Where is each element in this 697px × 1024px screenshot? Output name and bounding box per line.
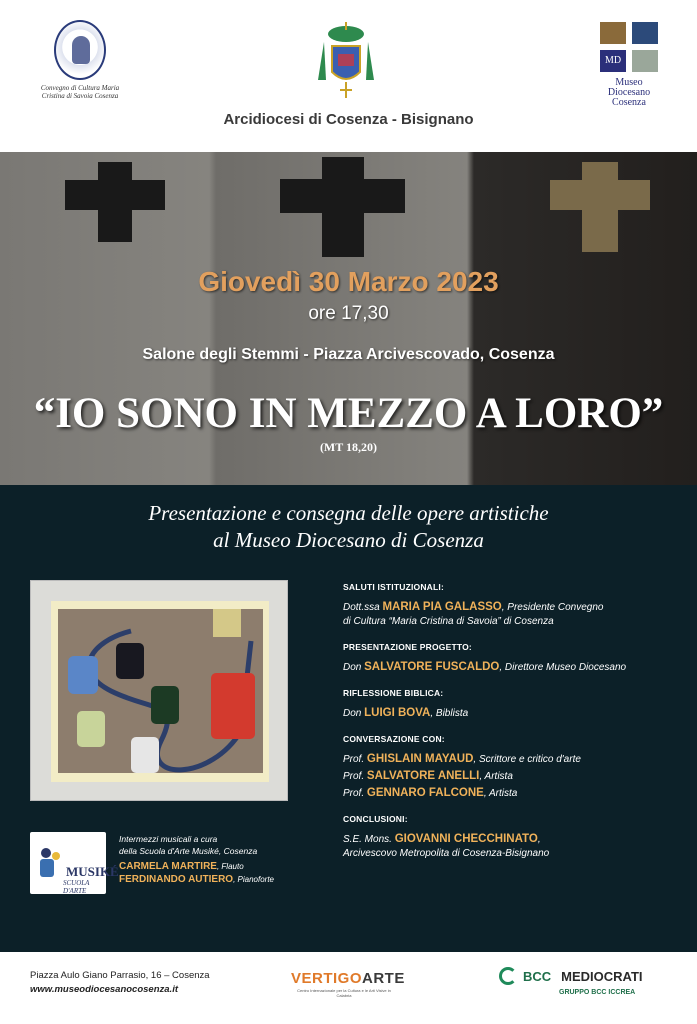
speaker-line: [343, 600, 683, 629]
vertigoarte-tagline: Centro Internazionale per la Cultura e le Arti Visive in Calabria: [297, 988, 391, 998]
speaker-line: [343, 832, 683, 861]
speaker-role: , Artista: [479, 771, 513, 782]
program-list: [343, 582, 683, 874]
speaker-role: , Biblista: [430, 708, 469, 719]
section-heading: SALUTI ISTITUZIONALI:: [343, 582, 444, 592]
arte-word: ARTE: [362, 970, 405, 987]
performer-1-name: CARMELA MARTIRE: [119, 861, 217, 872]
art-tile-icon: [632, 22, 658, 44]
intermezzi-line-1: Intermezzi musicali a cura: [119, 834, 218, 844]
musike-subtitle: SCUOLA D'ARTE: [63, 879, 90, 895]
artwork-shapes: [31, 581, 289, 802]
diocese-name: Arcidiocesi di Cosenza - Bisignano: [223, 111, 474, 128]
bcc-icon: [499, 967, 517, 985]
vertigoarte-logo: [291, 970, 405, 998]
event-venue: Salone degli Stemmi - Piazza Arcivescovado, Cosenza: [142, 346, 555, 363]
speaker-title: Prof.: [343, 754, 367, 765]
cross-icon: [65, 162, 165, 242]
museum-name-1: Museo: [615, 77, 643, 88]
speaker-line: [343, 769, 683, 784]
speaker-role: , Presidente Convegno: [501, 602, 604, 613]
speaker-line: [343, 660, 683, 675]
speaker-role: , Artista: [483, 788, 518, 799]
event-title: “IO SONO IN MEZZO A LORO”: [33, 390, 664, 437]
program-section-greetings: [343, 582, 683, 629]
speaker-line: [343, 752, 683, 767]
section-heading: CONCLUSIONI:: [343, 814, 408, 824]
speaker-name: GIOVANNI CHECCHINATO: [394, 833, 538, 845]
museum-name-2: Diocesano: [607, 87, 651, 98]
speaker-role: ,: [537, 834, 541, 845]
music-intermezzi: [119, 833, 319, 886]
speaker-name: MARIA PIA GALASSO: [382, 601, 502, 613]
museum-name-3: Cosenza: [612, 97, 646, 108]
bcc-label: BCC: [523, 968, 552, 984]
cross-icon: [550, 162, 650, 252]
speaker-role: , Scrittore e critico d'arte: [473, 754, 581, 765]
convegno-caption: Convegno di Cultura Maria Cristina di Savoia Cosenza: [40, 84, 120, 101]
header: [0, 0, 697, 152]
intermezzi-line-2: della Scuola d'Arte Musiké, Cosenza: [119, 846, 258, 856]
intro-line-1: Presentazione e consegna delle opere artistiche: [148, 501, 549, 525]
program-section-biblical: [343, 688, 683, 721]
musike-title: MUSIKÉ: [66, 864, 119, 879]
speaker-name: GHISLAIN MAYAUD: [366, 753, 474, 765]
speaker-role-cont: di Cultura “Maria Cristina di Savoia” di Cosenza: [343, 616, 554, 627]
speaker-title: Don: [343, 662, 365, 673]
cross-icon: [280, 157, 405, 257]
performer-1: [119, 860, 319, 873]
museum-address: Piazza Aulo Giano Parrasio, 16 – Cosenza: [30, 970, 210, 981]
speaker-line: [343, 786, 683, 801]
speaker-name: GENNARO FALCONE: [366, 787, 484, 799]
bible-reference: (MT 18,20): [319, 440, 378, 454]
seal-icon: [54, 20, 106, 80]
archdiocese-crest-icon: [316, 20, 376, 102]
museo-diocesano-logo: [598, 22, 660, 108]
speaker-name: SALVATORE FUSCALDO: [364, 661, 500, 673]
performer-1-role: , Flauto: [216, 862, 244, 871]
speaker-title: Prof.: [343, 788, 367, 799]
museum-website-link[interactable]: www.museodiocesanocosenza.it: [30, 984, 178, 995]
program-section-conversation: [343, 734, 683, 801]
section-heading: RIFLESSIONE BIBLICA:: [343, 688, 444, 698]
event-time: ore 17,30: [308, 303, 389, 324]
bcc-group-label: GRUPPO BCC ICCREA: [559, 989, 636, 996]
performer-2: [119, 873, 319, 886]
museum-name: [598, 78, 660, 108]
art-tile-icon: [632, 50, 658, 72]
section-heading: PRESENTAZIONE PROGETTO:: [343, 642, 472, 652]
artwork-image: [30, 580, 288, 801]
footer-contact: [30, 969, 210, 997]
musike-figure-icon: [36, 846, 64, 880]
program-section-conclusions: [343, 814, 683, 861]
performer-2-role: , Pianoforte: [233, 875, 274, 884]
speaker-title: S.E. Mons.: [343, 834, 395, 845]
speaker-title: Don: [343, 708, 365, 719]
program-section-project: [343, 642, 683, 675]
speaker-name: SALVATORE ANELLI: [366, 770, 480, 782]
mediocrati-label: MEDIOCRATI: [561, 968, 643, 984]
speaker-role-cont: Arcivescovo Metropolita di Cosenza-Bisignano: [343, 848, 550, 859]
md-initials: MD: [600, 50, 626, 72]
speaker-title: Dott.ssa: [343, 602, 383, 613]
musike-logo: [30, 832, 119, 895]
art-tile-icon: [600, 22, 626, 44]
speaker-title: Prof.: [343, 771, 367, 782]
intro-heading: [0, 500, 697, 554]
intro-line-2: al Museo Diocesano di Cosenza: [213, 528, 484, 552]
vertigo-word: VERTIGO: [291, 970, 363, 987]
speaker-name: LUIGI BOVA: [364, 707, 431, 719]
speaker-line: [343, 706, 683, 721]
performer-2-name: FERDINANDO AUTIERO: [119, 874, 234, 885]
section-heading: CONVERSAZIONE CON:: [343, 734, 445, 744]
event-date: Giovedì 30 Marzo 2023: [198, 266, 499, 297]
speaker-role: , Direttore Museo Diocesano: [499, 662, 627, 673]
bcc-mediocrati-logo: [499, 967, 659, 996]
convegno-logo: [30, 20, 130, 101]
vertigoarte-wordmark: [291, 970, 405, 987]
